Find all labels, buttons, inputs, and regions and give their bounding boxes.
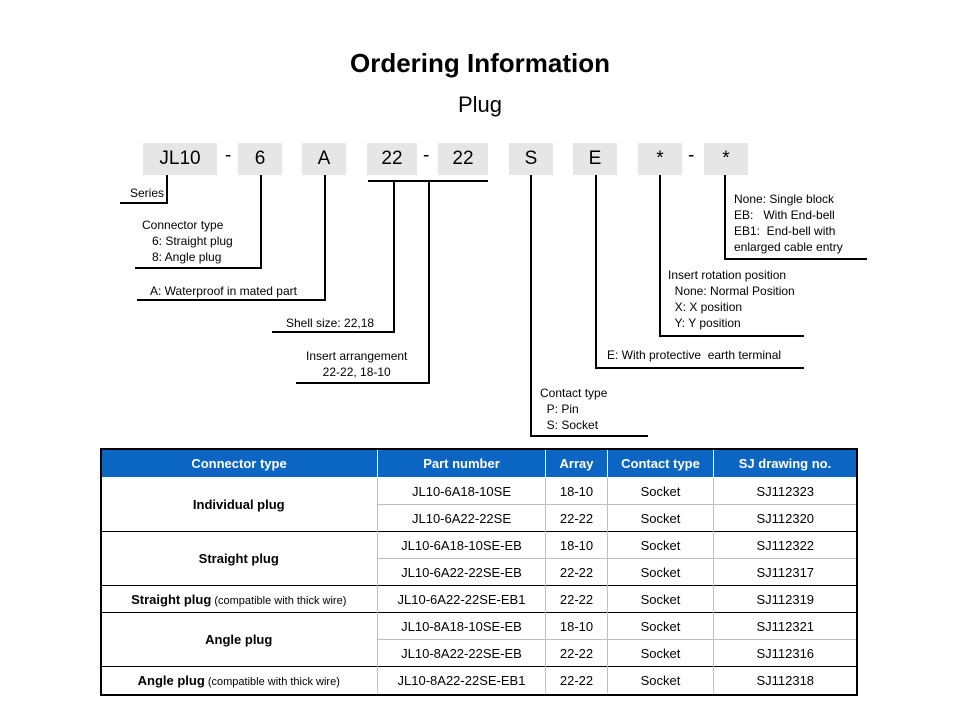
contact-type-cell: Socket: [608, 586, 714, 613]
table-header-row: [101, 449, 857, 478]
leader-line: [724, 175, 726, 259]
connector-type-cell: [101, 586, 378, 613]
header-part-number: Part number: [378, 449, 546, 478]
label-shell-size: Shell size: 22,18: [286, 316, 375, 330]
label-contact-type: Contact type P: Pin S: Socket: [540, 386, 608, 432]
table-row: [101, 667, 857, 694]
code-box-type: 6: [238, 143, 282, 175]
contact-type-cell: Socket: [608, 613, 714, 640]
ordering-table: [100, 448, 857, 693]
table-row: [101, 613, 857, 640]
array-cell: 22-22: [546, 505, 608, 532]
code-box-rotation: *: [638, 143, 682, 175]
contact-type-cell: Socket: [608, 478, 714, 505]
contact-type-cell: Socket: [608, 667, 714, 694]
array-cell: 22-22: [546, 559, 608, 586]
leader-line: [428, 180, 430, 383]
connector-type-cell: [101, 667, 378, 694]
leader-line: [724, 258, 867, 260]
part-number-cell: JL10-6A22-22SE-EB: [378, 559, 546, 586]
leader-line: [530, 435, 648, 437]
connector-type-name: Straight plug: [198, 551, 279, 566]
sj-drawing-cell: SJ112317: [714, 559, 857, 586]
code-dash: -: [423, 145, 430, 166]
array-cell: 22-22: [546, 640, 608, 667]
sj-drawing-cell: SJ112316: [714, 640, 857, 667]
header-array: Array: [546, 449, 608, 478]
table-row: [101, 532, 857, 559]
label-connector-type: Connector type 6: Straight plug 8: Angle plug: [142, 218, 233, 264]
code-dash: -: [225, 145, 232, 166]
header-connector-type: Connector type: [101, 449, 378, 478]
page-subtitle: Plug: [457, 92, 503, 117]
code-dash: -: [688, 145, 695, 166]
leader-line: [137, 299, 326, 301]
array-cell: 18-10: [546, 613, 608, 640]
code-box-waterproof: A: [302, 143, 346, 175]
sj-drawing-cell: SJ112321: [714, 613, 857, 640]
sj-drawing-cell: SJ112320: [714, 505, 857, 532]
array-cell: 18-10: [546, 478, 608, 505]
leader-line: [272, 331, 395, 333]
part-number-cell: JL10-6A22-22SE: [378, 505, 546, 532]
contact-type-cell: Socket: [608, 505, 714, 532]
connector-type-note: (compatible with thick wire): [204, 675, 340, 688]
leader-line: [659, 335, 804, 337]
leader-line: [530, 175, 532, 436]
contact-type-cell: Socket: [608, 640, 714, 667]
leader-line: [659, 175, 661, 336]
leader-line: [135, 267, 262, 269]
leader-line: [595, 175, 597, 368]
code-box-insert: 22: [438, 143, 488, 175]
connector-type-cell: [101, 478, 378, 532]
array-cell: 22-22: [546, 586, 608, 613]
array-cell: 22-22: [546, 667, 608, 694]
contact-type-cell: Socket: [608, 559, 714, 586]
code-box-shell: 22: [367, 143, 417, 175]
label-waterproof: A: Waterproof in mated part: [150, 284, 297, 298]
connector-type-cell: [101, 613, 378, 667]
header-contact-type: Contact type: [608, 449, 714, 478]
table-row: [101, 478, 857, 505]
header-sj-drawing-no: SJ drawing no.: [714, 449, 857, 478]
code-box-contact: S: [509, 143, 553, 175]
leader-line: [595, 367, 804, 369]
part-number-cell: JL10-8A22-22SE-EB: [378, 640, 546, 667]
label-earth-terminal: E: With protective earth terminal: [607, 348, 782, 362]
code-box-earth: E: [573, 143, 617, 175]
label-insert-arrangement: Insert arrangement 22-22, 18-10: [306, 349, 408, 379]
leader-line: [260, 175, 262, 268]
connector-type-cell: [101, 532, 378, 586]
label-series: Series: [130, 186, 165, 200]
connector-type-name: Straight plug: [131, 591, 212, 607]
sj-drawing-cell: SJ112319: [714, 586, 857, 613]
part-number-cell: JL10-6A18-10SE: [378, 478, 546, 505]
leader-line: [166, 175, 168, 203]
code-box-series: JL10: [143, 143, 217, 175]
connector-type-name: Angle plug: [205, 632, 273, 647]
leader-line: [296, 382, 430, 384]
leader-line: [324, 175, 326, 300]
code-box-endbell: *: [704, 143, 748, 175]
part-number-cell: JL10-6A22-22SE-EB1: [378, 586, 546, 613]
connector-type-note: (compatible with thick wire): [211, 594, 347, 607]
part-number-cell: JL10-8A22-22SE-EB1: [378, 667, 546, 694]
label-end-bell: None: Single block EB: With End-bell EB1: End-bell with enlarged cable entry: [734, 192, 843, 254]
array-cell: 18-10: [546, 532, 608, 559]
label-insert-rotation: Insert rotation position None: Normal Position X: X position Y: Y position: [668, 268, 795, 330]
table-row: [101, 586, 857, 613]
part-number-cell: JL10-8A18-10SE-EB: [378, 613, 546, 640]
sj-drawing-cell: SJ112318: [714, 667, 857, 694]
page-title: Ordering Information: [350, 48, 610, 78]
connector-type-name: Angle plug: [137, 672, 205, 688]
connector-type-name: Individual plug: [192, 497, 285, 512]
leader-line: [120, 202, 168, 204]
part-number-cell: JL10-6A18-10SE-EB: [378, 532, 546, 559]
sj-drawing-cell: SJ112323: [714, 478, 857, 505]
sj-drawing-cell: SJ112322: [714, 532, 857, 559]
contact-type-cell: Socket: [608, 532, 714, 559]
leader-line: [393, 180, 395, 332]
